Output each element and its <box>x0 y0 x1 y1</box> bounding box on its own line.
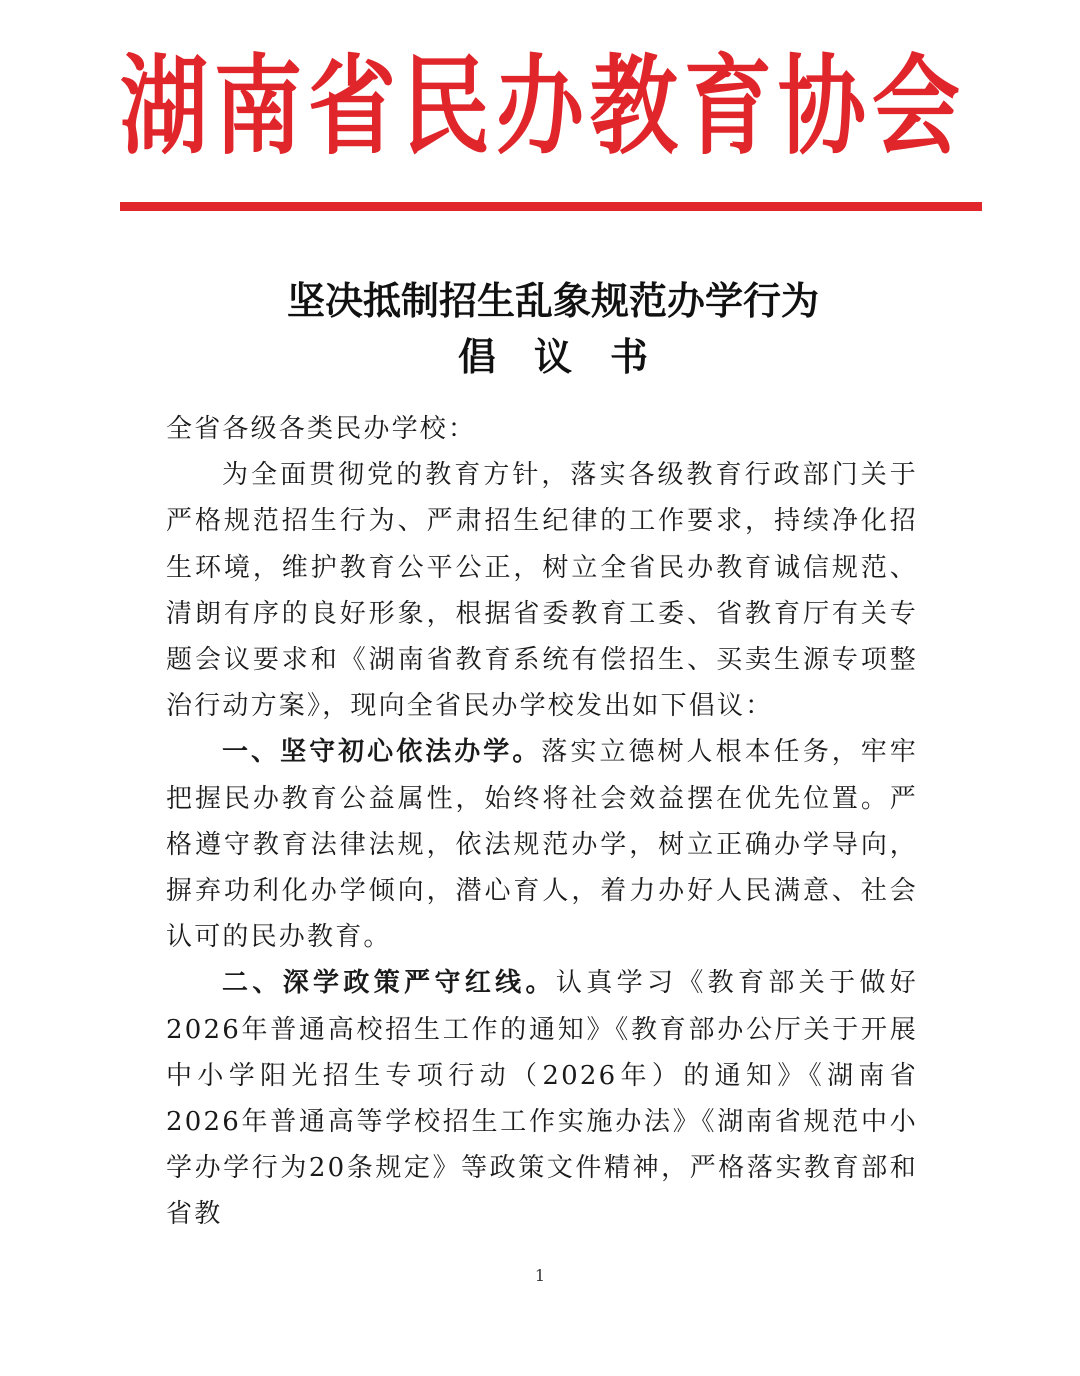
page-number: 1 <box>534 1266 546 1285</box>
document-title-line2: 倡 议 书 <box>457 335 648 379</box>
salutation: 全省各级各类民办学校： <box>166 414 477 444</box>
letterhead-char: 省 <box>307 43 396 170</box>
document-title <box>0 275 1080 383</box>
letterhead-org-name <box>120 42 960 172</box>
document-body <box>166 406 918 1238</box>
letterhead-char: 育 <box>683 43 772 170</box>
section-2-paragraph <box>166 960 918 1237</box>
section-2-text: 认真学习《教育部关于做好2026年普通高校招生工作的通知》《教育部办公厅关于开展中小学阳光招生专项行动（2026年）的通知》《湖南省2026年普通高等学校招生工作实施办法》《湖南省规范中小学办学行为20条规定》等政策文件精神，严格落实教育部和省教 <box>166 968 919 1230</box>
section-2-heading: 二、深学政策严守红线。 <box>222 968 556 999</box>
letterhead-char: 办 <box>495 43 584 170</box>
letterhead-char: 民 <box>401 43 490 170</box>
section-1-heading: 一、坚守初心依法办学。 <box>222 737 542 768</box>
letterhead-char: 会 <box>871 43 960 170</box>
letterhead-char: 协 <box>777 43 866 170</box>
letterhead-char: 湖 <box>120 43 209 170</box>
letterhead-char: 南 <box>213 43 302 170</box>
document-title-line1: 坚决抵制招生乱象规范办学行为 <box>286 279 819 323</box>
intro-paragraph: 为全面贯彻党的教育方针，落实各级教育行政部门关于严格规范招生行为、严肃招生纪律的工作要求，持续净化招生环境，维护教育公平公正，树立全省民办教育诚信规范、清朗有序的良好形象，根据省委教育工委、省教育厅有关专题会议要求和《湖南省教育系统有偿招生、买卖生源专项整治行动方案》，现向全省民办学校发出如下倡议： <box>166 460 918 722</box>
section-1-paragraph <box>166 729 918 960</box>
section-1-text: 落实立德树人根本任务，牢牢把握民办教育公益属性，始终将社会效益摆在优先位置。严格遵守教育法律法规，依法规范办学，树立正确办学导向，摒弃功利化办学倾向，潜心育人，着力办好人民满意、社会认可的民办教育。 <box>166 737 919 953</box>
letterhead-char: 教 <box>589 43 678 170</box>
letterhead-red-rule <box>120 202 982 211</box>
